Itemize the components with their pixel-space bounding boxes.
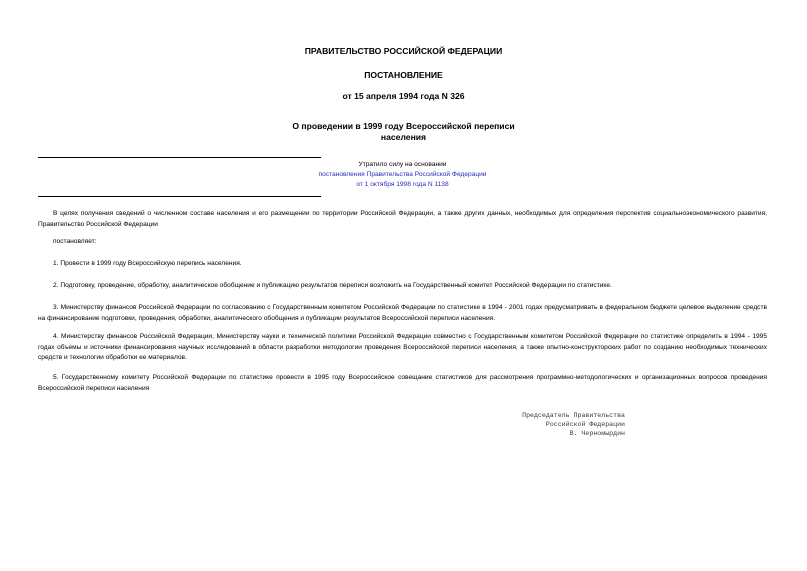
item-paragraph-4: 4. Министерству финансов Российской Федерации, Министерству науки и технической политики Российской Федерации совместно с Государственным комитетом Российской Федерации по статистике определить в 1994 - 1995 годах объемы и источники финансирования научных исследований в области разработки методологии проведения Всероссийской переписи населения, а также опытно-конструкторских работ по созданию необходимых технических средств и технологии обработки ее материалов.: [38, 333, 767, 362]
signature-name: В. Черномырдин: [569, 430, 625, 437]
status-note-link-line-1[interactable]: постановления Правительства Российской Федерации: [318, 171, 487, 178]
signature-position: Председатель Правительства: [522, 412, 625, 419]
document-type: ПОСТАНОВЛЕНИЕ: [364, 70, 443, 80]
document-title-line-2: населения: [380, 132, 427, 142]
signature-organization: Российской Федерации: [545, 421, 625, 428]
item-paragraph-2: 2. Подготовку, проведение, обработку, аналитическое обобщение и публикацию результатов переписи возложить на Государственный комитет Российской Федерации по статистике.: [53, 282, 612, 289]
issuing-authority: ПРАВИТЕЛЬСТВО РОССИЙСКОЙ ФЕДЕРАЦИИ: [304, 46, 503, 56]
divider-bottom: [38, 196, 321, 197]
divider-top: [38, 157, 321, 158]
preamble-paragraph: В целях получения сведений о численном составе населения и его размещении по территории Российской Федерации, а также других данных, необходимых для определения перспектив социальноэкономического развития, Правительство Российской Федерации: [38, 210, 767, 228]
item-paragraph-3: 3. Министерству финансов Российской Федерации по согласованию с Государственным комитетом Российской Федерации по статистике в 1994 - 2001 годах предусматривать в федеральном бюджете целевое выделение средств на финансирование подготовки, проведения, обработки, аналитического обобщения и публикации результатов Всероссийской переписи населения.: [38, 304, 767, 322]
item-paragraph-5: 5. Государственному комитету Российской Федерации по статистике провести в 1995 году Всероссийское совещание статистиков для рассмотрения программно-методологических и организационных вопросов проведения Всероссийской переписи населения: [38, 374, 767, 392]
document-title-line-1: О проведении в 1999 году Всероссийской переписи: [292, 121, 515, 131]
status-note-text: Утратило силу на основании: [358, 161, 447, 168]
resolves-paragraph: постановляет:: [53, 238, 97, 245]
document-date-number: от 15 апреля 1994 года N 326: [342, 91, 465, 101]
status-note-link-line-2[interactable]: от 1 октября 1998 года N 1138: [356, 181, 449, 188]
item-paragraph-1: 1. Провести в 1999 году Всероссийскую перепись населения.: [53, 260, 242, 267]
